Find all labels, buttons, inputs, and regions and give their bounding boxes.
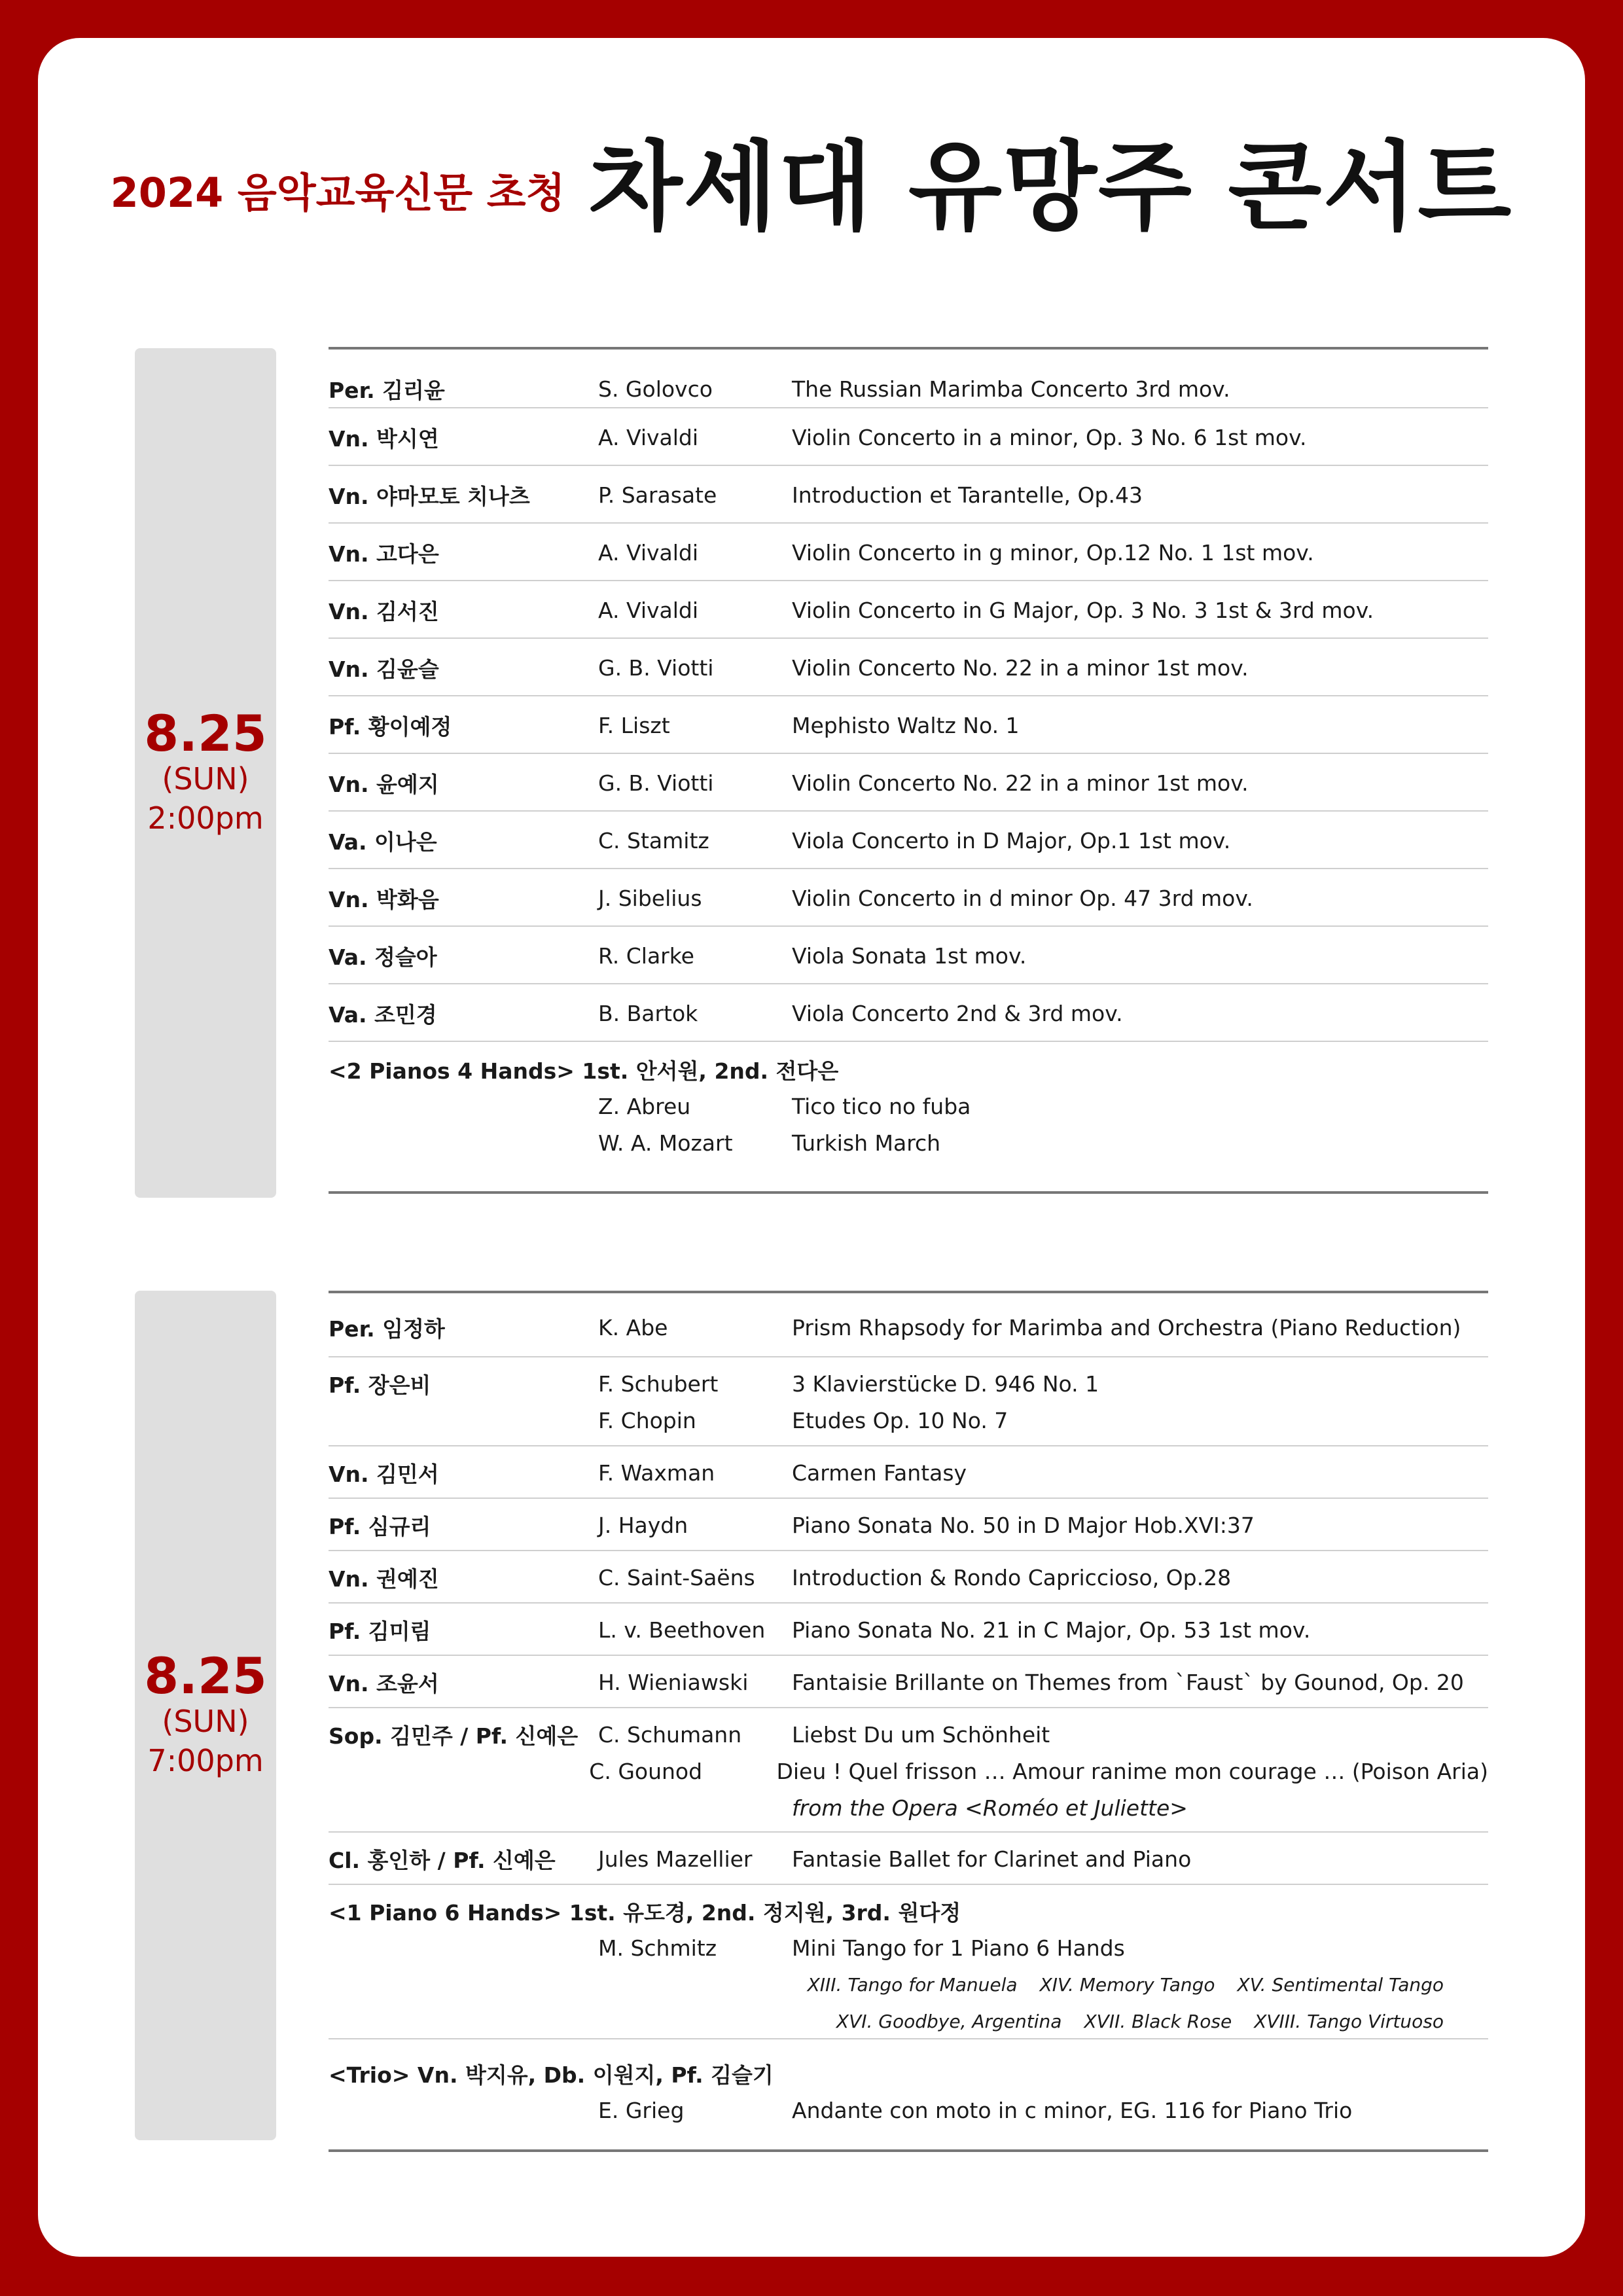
piece: Tico tico no fuba: [792, 1093, 971, 1119]
piece: Introduction & Rondo Capriccioso, Op.28: [792, 1564, 1232, 1590]
composer: G. B. Viotti: [598, 770, 714, 796]
piece: 3 Klavierstücke D. 946 No. 1: [792, 1371, 1099, 1397]
piece: Violin Concerto No. 22 in a minor 1st mov.: [792, 655, 1249, 681]
program-row: [329, 350, 1488, 407]
piece: Mini Tango for 1 Piano 6 Hands: [792, 1935, 1125, 1961]
piece: Andante con moto in c minor, EG. 116 for Piano Trio: [792, 2097, 1353, 2123]
program-row: [329, 1293, 1488, 1356]
piece: The Russian Marimba Concerto 3rd mov.: [792, 376, 1230, 402]
composer: F. Chopin: [598, 1407, 696, 1433]
program-row: [329, 522, 1488, 580]
program-row: [329, 1356, 1488, 1445]
performer: Va. 정슬아: [329, 944, 437, 970]
piece: Viola Concerto 2nd & 3rd mov.: [792, 1000, 1123, 1026]
session-time: 2:00pm: [147, 800, 264, 836]
performer: Vn. 박시연: [329, 425, 439, 452]
program-row: [329, 810, 1488, 868]
movement: XIII. Tango for Manuela: [807, 1973, 1018, 1996]
performer: Vn. 권예진: [329, 1566, 439, 1592]
composer: Jules Mazellier: [598, 1846, 753, 1872]
composer: C. Gounod: [589, 1758, 703, 1784]
program-row: [329, 465, 1488, 522]
program-row: [329, 1602, 1488, 1655]
performer: Vn. 박화음: [329, 886, 439, 912]
composer: P. Sarasate: [598, 482, 717, 508]
program-group: [329, 2038, 1488, 2149]
title-prefix: 2024 음악교육신문 초청: [110, 169, 565, 217]
program-row: [329, 695, 1488, 753]
program-list: [329, 1291, 1488, 2152]
program-row: [329, 1707, 1488, 1831]
performer: Per. 임정하: [329, 1316, 445, 1342]
session-date-box: [135, 348, 276, 1198]
composer: A. Vivaldi: [598, 539, 699, 565]
session-day: (SUN): [162, 761, 249, 797]
composer: B. Bartok: [598, 1000, 698, 1026]
composer: A. Vivaldi: [598, 597, 699, 623]
program-row: [329, 1550, 1488, 1602]
session-day: (SUN): [162, 1704, 249, 1740]
session-date: 8.25: [144, 1647, 267, 1706]
page-title: [0, 124, 1623, 243]
performer: Per. 김리윤: [329, 377, 445, 403]
piece: Turkish March: [792, 1130, 941, 1156]
performer: Vn. 김민서: [329, 1461, 439, 1487]
composer: C. Schumann: [598, 1721, 742, 1748]
piece: Viola Concerto in D Major, Op.1 1st mov.: [792, 827, 1231, 853]
composer: C. Saint-Saëns: [598, 1564, 755, 1590]
program-row: [329, 1831, 1488, 1884]
composer: J. Sibelius: [598, 885, 702, 911]
movement: XVI. Goodbye, Argentina: [836, 2010, 1062, 2032]
program-row: [329, 868, 1488, 925]
composer: F. Waxman: [598, 1460, 715, 1486]
performer: Vn. 야마모토 치나츠: [329, 483, 530, 509]
ensemble-header: <2 Pianos 4 Hands> 1st. 안서원, 2nd. 전다은: [329, 1058, 839, 1084]
performer: Vn. 고다은: [329, 541, 439, 567]
composer: H. Wieniawski: [598, 1669, 749, 1695]
composer: C. Stamitz: [598, 827, 709, 853]
program-row: [329, 1445, 1488, 1498]
composer: A. Vivaldi: [598, 424, 699, 450]
program-row: [329, 983, 1488, 1041]
program-row: [329, 753, 1488, 810]
piece: Piano Sonata No. 50 in D Major Hob.XVI:37: [792, 1512, 1255, 1538]
program-row: [329, 637, 1488, 695]
piece: Violin Concerto in g minor, Op.12 No. 1 1st mov.: [792, 539, 1314, 565]
ensemble-header: <1 Piano 6 Hands> 1st. 유도경, 2nd. 정지원, 3rd. 원다정: [329, 1899, 961, 1926]
performer: Pf. 황이예정: [329, 713, 452, 740]
composer: R. Clarke: [598, 942, 694, 969]
piece: Fantaisie Brillante on Themes from `Faust` by Gounod, Op. 20: [792, 1669, 1464, 1695]
piece: Liebst Du um Schönheit: [792, 1721, 1050, 1748]
piece: Violin Concerto in G Major, Op. 3 No. 3 1st & 3rd mov.: [792, 597, 1374, 623]
movement: XIV. Memory Tango: [1039, 1973, 1215, 1996]
program-row: [329, 580, 1488, 637]
piece: Violin Concerto in d minor Op. 47 3rd mov.: [792, 885, 1253, 911]
composer: F. Liszt: [598, 712, 670, 738]
composer: E. Grieg: [598, 2097, 685, 2123]
composer: S. Golovco: [598, 376, 713, 402]
movement: XVII. Black Rose: [1084, 2010, 1232, 2032]
performer: Va. 조민경: [329, 1001, 437, 1028]
opera-note: from the Opera <Roméo et Juliette>: [792, 1795, 1188, 1821]
performer: Vn. 김윤슬: [329, 656, 439, 682]
piece: Piano Sonata No. 21 in C Major, Op. 53 1st mov.: [792, 1617, 1311, 1643]
piece: Prism Rhapsody for Marimba and Orchestra (Piano Reduction): [792, 1314, 1461, 1340]
program-list: [329, 347, 1488, 1194]
program-row: [329, 925, 1488, 983]
composer: F. Schubert: [598, 1371, 719, 1397]
movement: XVIII. Tango Virtuoso: [1254, 2010, 1444, 2032]
composer: M. Schmitz: [598, 1935, 717, 1961]
composer: W. A. Mozart: [598, 1130, 733, 1156]
piece: Violin Concerto No. 22 in a minor 1st mov.: [792, 770, 1249, 796]
piece: Mephisto Waltz No. 1: [792, 712, 1020, 738]
performer: Vn. 윤예지: [329, 771, 439, 797]
piece: Viola Sonata 1st mov.: [792, 942, 1027, 969]
session-time: 7:00pm: [147, 1742, 264, 1778]
program-row: [329, 407, 1488, 465]
composer: Z. Abreu: [598, 1093, 691, 1119]
performer: Vn. 김서진: [329, 598, 439, 624]
program-row: [329, 1498, 1488, 1550]
piece: Fantasie Ballet for Clarinet and Piano: [792, 1846, 1192, 1872]
piece: Introduction et Tarantelle, Op.43: [792, 482, 1143, 508]
ensemble-header: <Trio> Vn. 박지유, Db. 이원지, Pf. 김슬기: [329, 2062, 774, 2088]
piece: Violin Concerto in a minor, Op. 3 No. 6 1st mov.: [792, 424, 1307, 450]
piece: Carmen Fantasy: [792, 1460, 967, 1486]
movement: XV. Sentimental Tango: [1237, 1973, 1444, 1996]
piece: Dieu ! Quel frisson … Amour ranime mon courage … (Poison Aria): [776, 1758, 1488, 1784]
title-main: 차세대 유망주 콘서트: [588, 131, 1513, 243]
composer: L. v. Beethoven: [598, 1617, 766, 1643]
performer: Va. 이나은: [329, 829, 437, 855]
piece: Etudes Op. 10 No. 7: [792, 1407, 1008, 1433]
performer: Sop. 김민주 / Pf. 신예은: [329, 1723, 579, 1749]
performer: Pf. 심규리: [329, 1513, 431, 1539]
session-date: 8.25: [144, 704, 267, 763]
program-group: [329, 1884, 1488, 2038]
session-date-box: [135, 1291, 276, 2140]
performer: Pf. 장은비: [329, 1372, 431, 1398]
composer: J. Haydn: [598, 1512, 688, 1538]
performer: Pf. 김미림: [329, 1618, 431, 1644]
composer: G. B. Viotti: [598, 655, 714, 681]
composer: K. Abe: [598, 1314, 668, 1340]
program-group: [329, 1041, 1488, 1191]
performer: Cl. 홍인하 / Pf. 신예은: [329, 1847, 556, 1873]
performer: Vn. 조윤서: [329, 1670, 439, 1696]
program-row: [329, 1655, 1488, 1707]
